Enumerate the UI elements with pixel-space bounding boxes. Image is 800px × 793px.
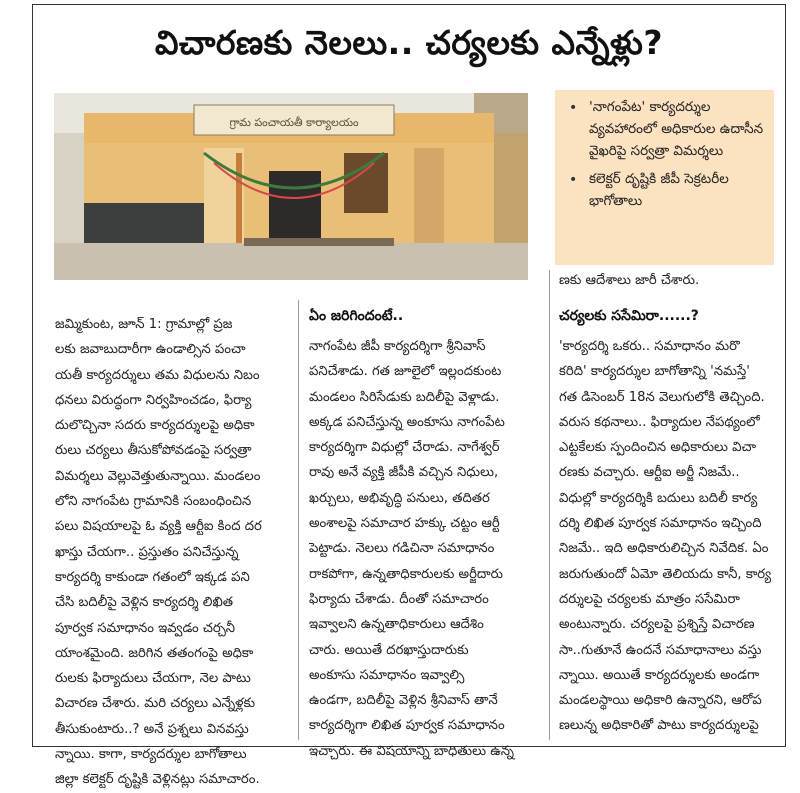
bullet-icon: •	[569, 172, 578, 188]
text-line: ఎట్టకేలకు స్పందించిన అధికారులు విచా	[559, 440, 757, 456]
text-line: విధుల్లో కార్యదర్శికి బదులు బదిలీ కార్య	[559, 490, 758, 506]
text-line: జమ్మికుంట, జూన్‌ 1: గ్రామాల్లో ప్రజ	[55, 317, 233, 332]
column-divider	[298, 300, 299, 740]
text-line: తీసుకుంటారు..? అనే ప్రశ్నలు వినవస్తు	[55, 721, 249, 737]
text-line: పూర్వక సమాధానం ఇవ్వడం చర్చనీ	[55, 620, 236, 636]
text-line: అంకూసు సమాధానం ఇవ్వాల్సి	[309, 667, 465, 683]
text-line: న్నాయి. కాగా, కార్యదర్శుల బాగోతాలు	[55, 747, 247, 763]
continued-line: ణకు ఆదేశాలు జారీ చేశారు.	[559, 273, 700, 288]
highlight-item: • 'నాగంపేట' కార్యదర్శుల వ్యవహారంలో అధికారుల ఉదాసీన వైఖరిపై సర్వత్రా విమర్శలు	[569, 99, 764, 159]
text-line: చారు. అయితే దరఖాస్తుదారుకు	[309, 642, 469, 658]
article-column-2	[309, 334, 541, 764]
highlight-item: • కలెక్టర్‌ దృష్టికి జీపీ సెక్రటరీల భాగోతాలు	[569, 171, 729, 209]
text-line: విచారణ చేశారు. మరి చర్యలు ఎన్నేళ్లకు	[55, 696, 256, 712]
text-line: యాంశమైంది. జరిగిన తతంగంపై అధికా	[55, 645, 254, 661]
panchayat-office-image	[54, 93, 528, 280]
text-line: దర్శులపై చర్యలకు మాత్రం ససేమిరా	[559, 591, 740, 607]
text-line: దర్శి లిఖిత పూర్వక సమాధానం ఇచ్చింది	[559, 516, 762, 532]
text-line: విమర్శలు వెల్లువెత్తుతున్నాయి. మండలం	[55, 468, 261, 484]
column-divider	[549, 270, 550, 740]
text-line: రాకపోగా, ఉన్నతాధికారులకు అర్జీదారు	[309, 566, 503, 582]
article-column-3	[559, 334, 781, 739]
text-line: అక్కడ పనిచేస్తున్న అంకూసు నాగంపేట	[309, 414, 505, 430]
article-column-1	[55, 312, 287, 793]
text-line: చేసి బదిలీపై వెళ్లిన కార్యదర్శి లిఖిత	[55, 595, 234, 611]
text-line: మండలస్థాయి అధికారి ఉన్నారని, ఆరోప	[559, 693, 762, 709]
text-line: ఇచ్చారు. ఈ విషయాన్ని బాధితులు ఉన్న	[309, 743, 514, 759]
text-line: దులొచ్చినా సదరు కార్యదర్శులపై అధికా	[55, 418, 255, 434]
headline: విచారణకు నెలలు.. చర్యలకు ఎన్నేళ్లు?	[154, 23, 664, 62]
text-line: కార్యదర్శిగా లిఖిత పూర్వక సమాధానం	[309, 718, 505, 734]
text-line: యతీ కార్యదర్శులు తమ విధులను నిబం	[55, 367, 260, 383]
text-line: నాగంపేట జీపీ కార్యదర్శిగా శ్రీనివాస్‌	[309, 339, 486, 354]
text-line: లోని నాగంపేట గ్రామానికి సంబంధించిన	[55, 494, 252, 510]
text-line: రులు చర్యలు తీసుకోపోవడంపై సర్వత్రా	[55, 443, 252, 459]
text-line: గత డిసెంబర్‌ 18న వెలుగులోకి తెచ్చింది.	[559, 389, 765, 405]
text-line: రులకు ఫిర్యాదులు చేయగా, నెల పాటు	[55, 671, 251, 687]
text-line: ఖాస్తు చేయగా.. ప్రస్తుతం పనిచేస్తున్న	[55, 544, 239, 560]
text-line: అంశాలపై సమాచార హక్కు చట్టం ఆర్టీ	[309, 516, 500, 532]
text-line: 'కార్యదర్శి ఒకరు.. సమాధానం మరొ	[559, 339, 740, 354]
text-line: పలు విషయాలపై ఓ వ్యక్తి ఆర్టీఐ కింద దర	[55, 519, 262, 535]
text-line: కరిది' కార్యదర్శుల బాగోతాన్ని 'నమస్తే'	[559, 364, 750, 380]
text-line: అంటున్నారు. చర్యలపై ప్రశ్నిస్తే విచారణ	[559, 617, 755, 633]
text-line: కార్యదర్శిగా విధుల్లో చేరాడు. నాగేశ్వర్‌	[309, 440, 500, 456]
text-line: సా..గుతూనే ఉందనే సమాధానాలు వస్తు	[559, 642, 762, 658]
text-line: లకు జవాబుదారీగా ఉండాల్సిన పంచా	[55, 342, 246, 358]
text-line: వరుస కథనాలు.. ఫిర్యాదుల నేపథ్యంలో	[559, 414, 760, 430]
text-line: ణలున్న అధికారితో పాటు కార్యదర్శులపై	[559, 718, 759, 734]
section-heading: చర్యలకు ససేమిరా......?	[559, 308, 699, 324]
text-line: రణకు వచ్చారు. ఆర్టీఐ అర్జీ నిజమే..	[559, 465, 740, 481]
section-heading: ఏం జరిగిందంటే..	[309, 308, 404, 324]
text-line: రావు అనే వ్యక్తి జీపీకి వచ్చిన నిధులు,	[309, 465, 499, 481]
text-line: జిల్లా కలెక్టర్‌ దృష్టికి వెళ్లినట్లు సమాచారం.	[55, 772, 260, 788]
text-line: ఖర్చులు, అభివృద్ధి పనులు, తదితర	[309, 490, 490, 506]
text-line: పెట్టాడు. నెలలు గడిచినా సమాధానం	[309, 541, 495, 557]
highlights-box	[555, 90, 774, 265]
text-line: కార్యదర్శి కాకుండా గతంలో ఇక్కడ పని	[55, 569, 250, 585]
text-line: నిజమే.. ఇది అధికారులిచ్చిన నివేదిక. ఏం	[559, 541, 769, 557]
text-line: న్నాయి. అయితే కార్యదర్శులకు అండగా	[559, 667, 760, 683]
text-line: ఫిర్యాదు చేశాడు. దీంతో సమాచారం	[309, 591, 489, 607]
text-line: ధనలు విరుద్ధంగా నిర్వహించడం, ఫిర్యా	[55, 392, 252, 408]
bullet-icon: •	[569, 100, 578, 116]
text-line: పనిచేశాడు. గత జూలైలో ఇల్లందకుంట	[309, 364, 502, 380]
text-line: జరుగుతుందో ఏమో తెలియదు కానీ, కార్య	[559, 566, 772, 582]
signboard-text: గ్రామ పంచాయతీ కార్యాలయం	[229, 116, 359, 129]
news-photo	[54, 93, 528, 280]
text-line: ఉండగా, బదిలీపై వెళ్లిన శ్రీనివాస్‌ తానే	[309, 693, 498, 709]
text-line: మండలం సిరిసేడుకు బదిలీపై వెళ్లాడు.	[309, 389, 500, 405]
text-line: ఇవ్వాలని ఉన్నతాధికారులు ఆదేశిం	[309, 617, 484, 633]
